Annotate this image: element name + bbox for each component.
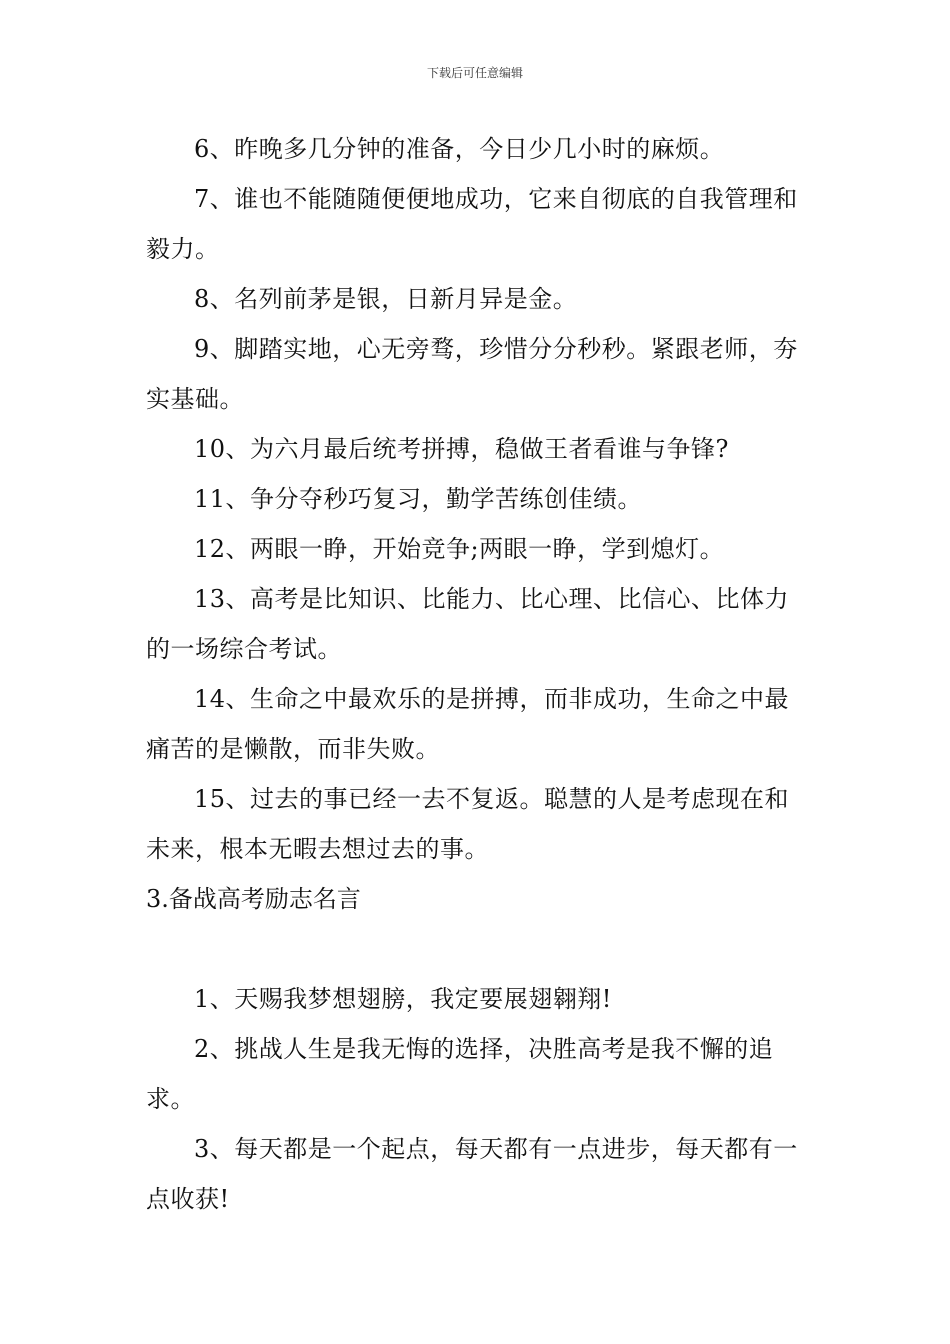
quote-paragraph: 8、名列前茅是银，日新月异是金。	[194, 285, 578, 313]
quote-paragraph: 12、两眼一睁，开始竞争;两眼一睁，学到熄灯。	[194, 535, 725, 563]
quote-paragraph: 14、生命之中最欢乐的是拼搏，而非成功，生命之中最痛苦的是懒散，而非失败。	[146, 685, 790, 763]
page-header-note: 下载后可任意编辑	[426, 66, 523, 80]
quote-paragraph: 1、天赐我梦想翅膀，我定要展翅翱翔!	[194, 985, 612, 1013]
document-body	[146, 124, 810, 1224]
quote-paragraph: 10、为六月最后统考拼搏，稳做王者看谁与争锋?	[194, 435, 729, 463]
section-heading: 3.备战高考励志名言	[146, 885, 361, 913]
quote-paragraph: 15、过去的事已经一去不复返。聪慧的人是考虑现在和未来，根本无暇去想过去的事。	[146, 785, 790, 863]
quote-paragraph: 13、高考是比知识、比能力、比心理、比信心、比体力的一场综合考试。	[146, 585, 790, 663]
quote-paragraph: 11、争分夺秒巧复习，勤学苦练创佳绩。	[194, 485, 643, 513]
quote-paragraph: 6、昨晚多几分钟的准备，今日少几小时的麻烦。	[194, 135, 725, 163]
quote-paragraph: 7、谁也不能随随便便地成功，它来自彻底的自我管理和毅力。	[146, 185, 798, 263]
quote-paragraph: 3、每天都是一个起点，每天都有一点进步，每天都有一点收获!	[146, 1135, 798, 1213]
quote-paragraph: 2、挑战人生是我无悔的选择，决胜高考是我不懈的追求。	[146, 1035, 774, 1113]
quote-paragraph: 9、脚踏实地，心无旁骛，珍惜分分秒秒。紧跟老师，夯实基础。	[146, 335, 798, 413]
